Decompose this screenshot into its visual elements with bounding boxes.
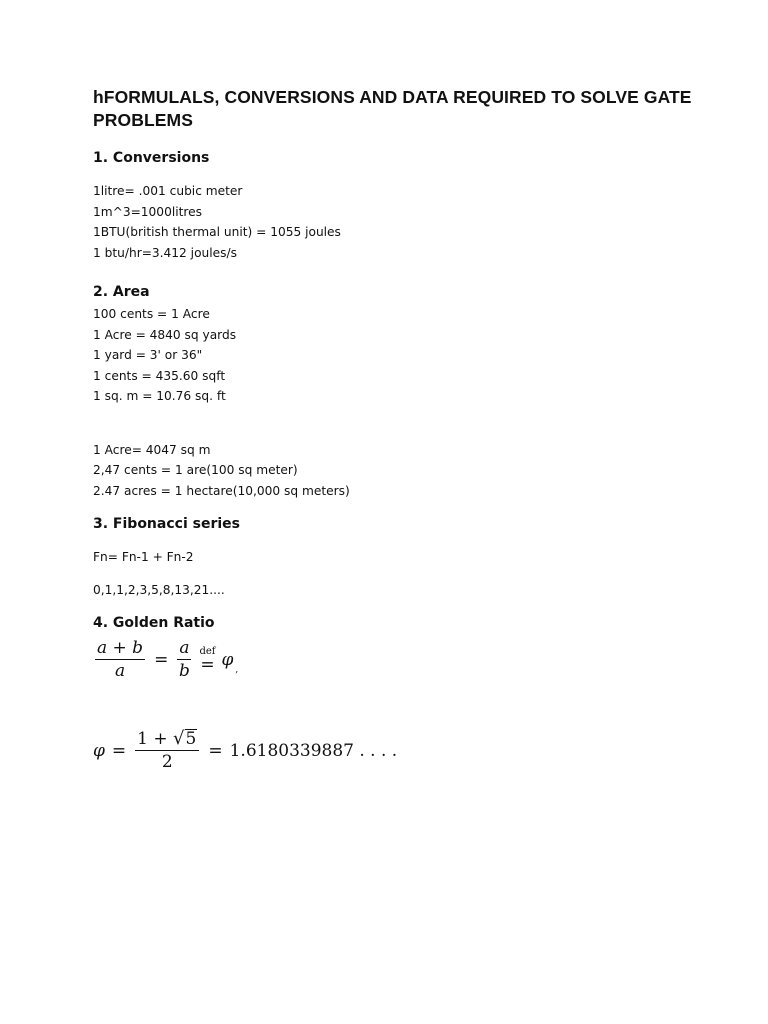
fraction-numerator xyxy=(135,729,199,751)
phi-symbol: φ xyxy=(93,740,105,761)
list-item: 2.47 acres = 1 hectare(10,000 sq meters) xyxy=(93,483,350,498)
numerator-lead: 1 + xyxy=(137,729,168,749)
square-root xyxy=(173,729,197,748)
list-item: 1m^3=1000litres xyxy=(93,204,202,219)
list-item: 1litre= .001 cubic meter xyxy=(93,184,243,198)
formula-trailing-comma: , xyxy=(235,665,239,675)
definition-equals: def = xyxy=(199,645,216,675)
list-item: 1 yard = 3' or 36" xyxy=(93,348,203,362)
list-item: 100 cents = 1 Acre xyxy=(93,307,210,321)
list-item: 1 sq. m = 10.76 sq. ft xyxy=(93,389,226,403)
conversions-list xyxy=(93,181,693,263)
fraction-numerator: a + b xyxy=(97,638,144,658)
fraction-denominator: a xyxy=(114,661,126,681)
def-label: def xyxy=(199,645,216,657)
equals-sign: = xyxy=(111,740,127,761)
fraction-denominator: b xyxy=(178,661,190,681)
fibonacci-sequence: 0,1,1,2,3,5,8,13,21.... xyxy=(93,582,225,597)
list-item: 2,47 cents = 1 are(100 sq meter) xyxy=(93,463,298,477)
document-page xyxy=(93,86,693,772)
golden-ratio-value-formula xyxy=(93,729,693,772)
section-heading-fibonacci: 3. Fibonacci series xyxy=(93,516,240,532)
radicand: 5 xyxy=(185,729,197,749)
fraction-a-plus-b-over-a xyxy=(95,638,145,681)
golden-ratio-definition-formula xyxy=(93,638,693,681)
radical-sign-icon: √ xyxy=(173,728,185,749)
golden-ratio-value: 1.6180339887 . . . . xyxy=(229,740,398,761)
equals-sign: = xyxy=(208,740,223,761)
fibonacci-formula: Fn= Fn-1 + Fn-2 xyxy=(93,550,194,564)
document-title: hFORMULALS, CONVERSIONS AND DATA REQUIRED TO SOLVE GATE PROBLEMS xyxy=(93,87,692,130)
section-heading-conversions: 1. Conversions xyxy=(93,150,210,166)
fraction-denominator: 2 xyxy=(161,752,173,772)
section-heading-golden-ratio: 4. Golden Ratio xyxy=(93,615,215,631)
equals-sign: = xyxy=(154,649,169,670)
area-list-metric xyxy=(93,440,693,502)
list-item: 1 Acre = 4840 sq yards xyxy=(93,327,237,342)
fraction-a-over-b xyxy=(177,638,191,681)
section-heading-area: 2. Area xyxy=(93,284,150,300)
fraction-one-plus-root-five-over-two xyxy=(135,729,199,772)
list-item: 1BTU(british thermal unit) = 1055 joules xyxy=(93,225,341,239)
list-item: 1 cents = 435.60 sqft xyxy=(93,368,226,383)
list-item: 1 Acre= 4047 sq m xyxy=(93,442,211,457)
fraction-numerator: a xyxy=(179,638,190,658)
area-list xyxy=(93,304,693,407)
list-item: 1 btu/hr=3.412 joules/s xyxy=(93,245,237,260)
phi-symbol: φ xyxy=(221,649,234,670)
